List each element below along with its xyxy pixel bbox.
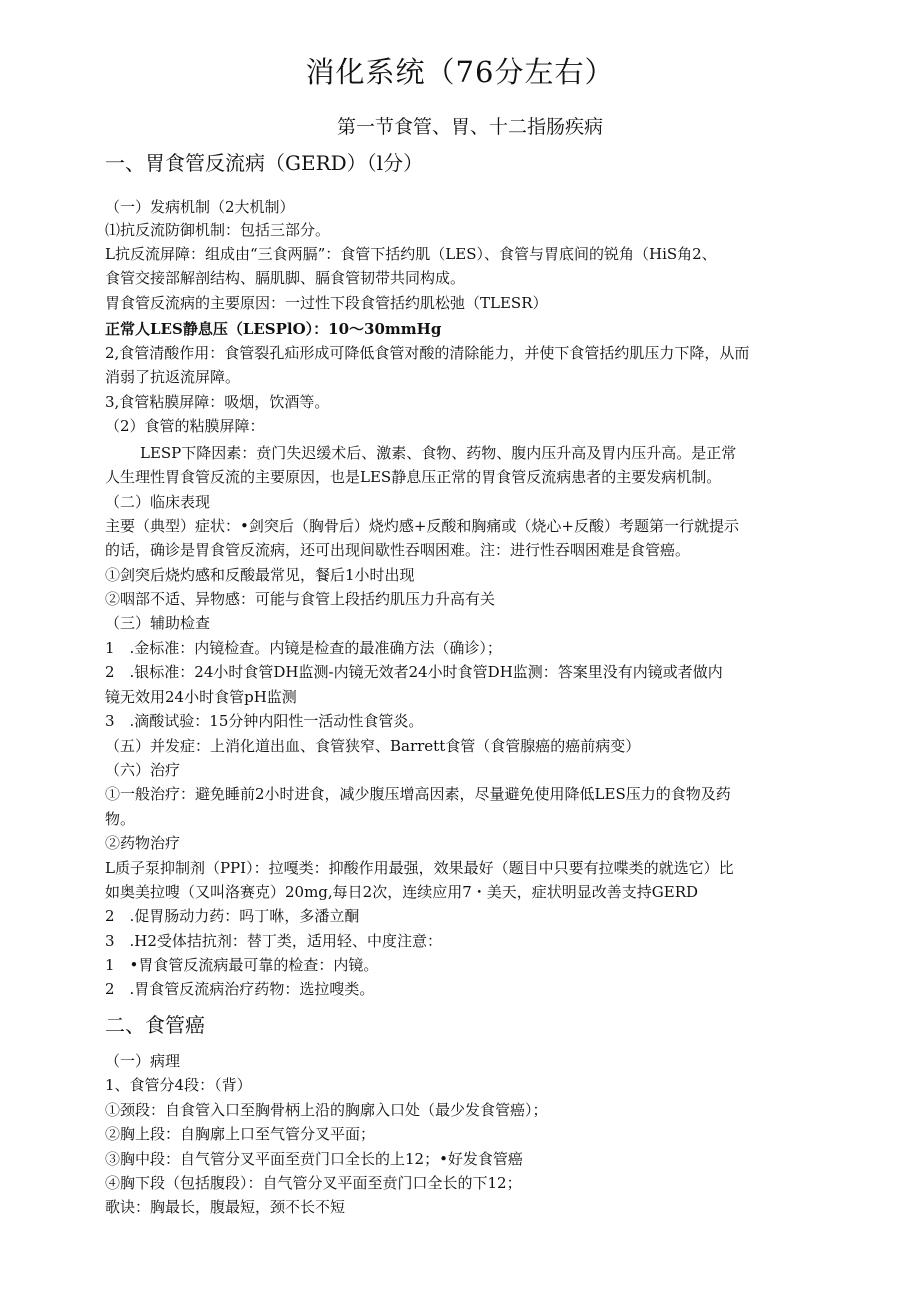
- text-line: 1 .金标准：内镜检查。内镜是检查的最准确方法（确诊）；: [105, 639, 502, 657]
- text-line: 2 .胃食管反流病治疗药物：选拉嗖类。: [105, 980, 375, 998]
- text-line: ③胸中段：自气管分叉平面至贲门口全长的上12；•好发食管癌: [105, 1150, 523, 1168]
- text-line: ①颈段：自食管入口至胸骨柄上沿的胸廓入口处（最少发食管癌）；: [105, 1101, 548, 1119]
- heading-gerd: 一、胃食管反流病（GERD）（l分）: [105, 151, 424, 175]
- text-line: 胃食管反流病的主要原因：一过性下段食管括约肌松弛（TLESR）: [105, 294, 548, 312]
- text-line: 的话，确诊是胃食管反流病，还可出现间歇性吞咽困难。注：进行性吞咽困难是食管癌。: [105, 541, 691, 559]
- text-line: （2）食管的粘膜屏障：: [105, 417, 265, 435]
- text-line: （二）临床表现: [105, 493, 211, 511]
- text-line: 如奥美拉嗖（又叫洛赛克）20mg,每日2次，连续应用7・美天，症状明显改善支持GERD: [105, 883, 699, 901]
- text-line: （五）并发症：上消化道出血、食管狭窄、Barrett食管（食管腺癌的癌前病变）: [105, 737, 641, 755]
- text-line: 2 .银标准：24小时食管DH监测-内镜无效者24小时食管DH监测：答案里没有内镜或者做内: [105, 663, 723, 681]
- text-line: 镜无效用24小时食管pH监测: [105, 688, 297, 706]
- page-title: 消化系统（76分左右）: [305, 55, 615, 89]
- text-line: 2,食管清酸作用：食管裂孔疝形成可降低食管对酸的清除能力，并使下食管括约肌压力下降，从而: [105, 344, 750, 362]
- text-line: 1、食管分4段：（背）: [105, 1076, 252, 1094]
- text-line: 3 .滴酸试验：15分钟内阳性一活动性食管炎。: [105, 712, 424, 730]
- text-line: 2 .促胃肠动力药：吗丁咻，多潘立酮: [105, 907, 360, 925]
- text-line: 物。: [105, 810, 136, 828]
- text-line: （一）病理: [105, 1052, 181, 1070]
- text-line: 人生理性胃食管反流的主要原因，也是LES静息压正常的胃食管反流病患者的主要发病机制。: [105, 468, 722, 486]
- text-line: L抗反流屏障：组成由“三食两膈”：食管下括约肌（LES）、食管与胃底间的锐角（HiS角2、: [105, 245, 717, 263]
- text-line: （一）发病机制（2大机制）: [105, 198, 295, 216]
- text-line: ②胸上段：自胸廓上口至气管分叉平面；: [105, 1125, 376, 1143]
- text-line: （六）治疗: [105, 761, 181, 779]
- text-line: ①一般治疗：避免睡前2小时进食，减少腹压增高因素，尽量避免使用降低LES压力的食物及药: [105, 785, 731, 803]
- text-line: ②咽部不适、异物感：可能与食管上段括约肌压力升高有关: [105, 590, 496, 608]
- text-line: ④胸下段（包括腹段）：自气管分叉平面至贲门口全长的下12；: [105, 1174, 522, 1192]
- section-subtitle: 第一节食管、胃、十二指肠疾病: [336, 116, 603, 138]
- heading-esophageal-cancer: 二、食管癌: [105, 1013, 205, 1037]
- text-line: ⑴抗反流防御机制：包括三部分。: [105, 221, 331, 239]
- text-line: （三）辅助检查: [105, 614, 211, 632]
- text-line: 主要（典型）症状：•剑突后（胸骨后）烧灼感+反酸和胸痛或（烧心+反酸）考题第一行就提示: [105, 517, 739, 535]
- text-line: 正常人LES静息压（LESPlO）：10～30mmHg: [105, 320, 442, 338]
- text-line: 1 •胃食管反流病最可靠的检查：内镜。: [105, 956, 379, 974]
- text-line: ②药物治疗: [105, 834, 181, 852]
- text-line: 3 .H2受体拮抗剂：替丁类，适用轻、中度注意：: [105, 932, 442, 950]
- text-line: LESP下降因素：贲门失迟缓术后、激素、食物、药物、腹内压升高及胃内压升高。是正常: [140, 444, 737, 462]
- text-line: 3,食管粘膜屏障：吸烟，饮酒等。: [105, 393, 330, 411]
- text-line: ①剑突后烧灼感和反酸最常见，餐后1小时出现: [105, 566, 415, 584]
- text-line: L质子泵抑制剂（PPI）：拉嘎类：抑酸作用最强，效果最好（题目中只要有拉喋类的就选它）比: [105, 859, 734, 877]
- text-line: 消弱了抗返流屏障。: [105, 368, 241, 386]
- text-line: 歌诀：胸最长，腹最短，颈不长不短: [105, 1198, 346, 1216]
- text-line: 食管交接部解剖结构、膈肌脚、膈食管韧带共同构成。: [105, 269, 466, 287]
